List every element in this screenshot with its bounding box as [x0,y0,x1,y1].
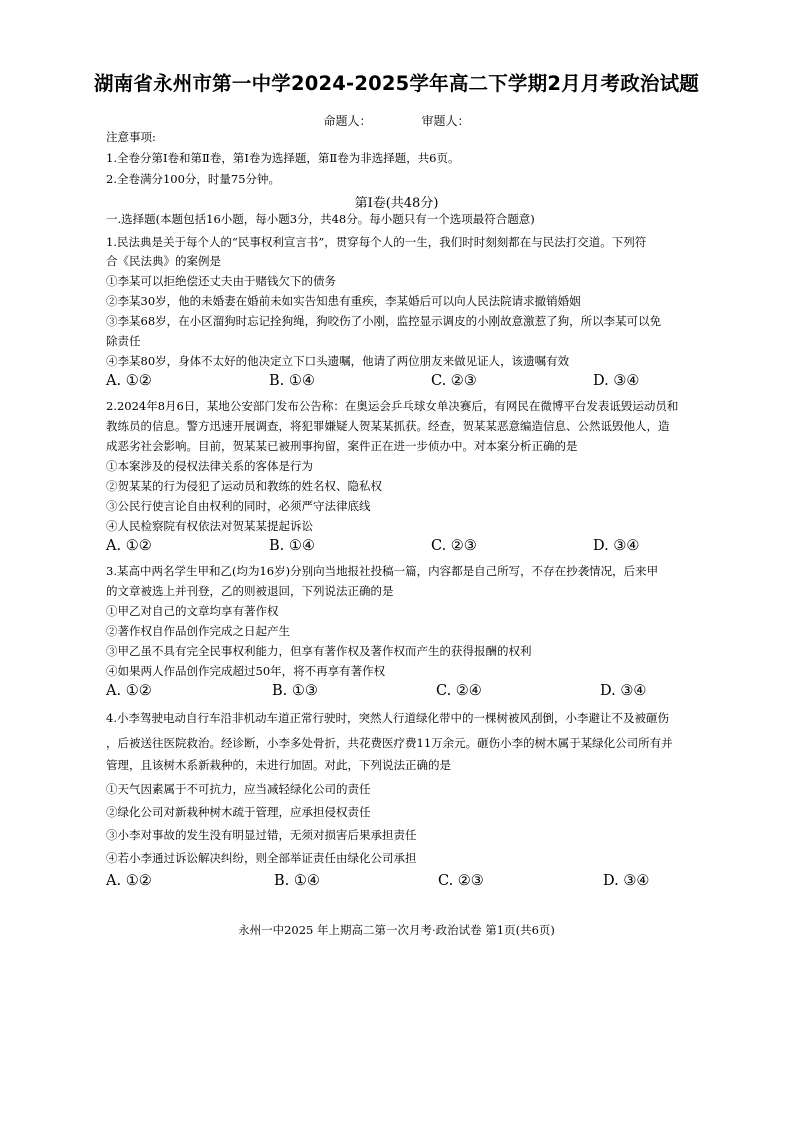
option-b[interactable]: B. ①③ [272,683,318,699]
option-c[interactable]: C. ②④ [436,683,482,699]
question-stem: 管理，且该树木系新栽种的，未进行加固。对此，下列说法正确的是 [106,758,451,772]
statement: ③李某68岁，在小区溜狗时忘记拴狗绳，狗咬伤了小刚，监控显示调皮的小刚故意激惹了狗，所以李某可以免 [106,314,662,328]
question-stem: 合《民法典》的案例是 [106,254,221,268]
notice-item: 2.全卷满分100分，时量75分钟。 [106,172,281,186]
question-stem: ，后被送往医院救治。经诊断，小李多处骨折，共花费医疗费11万余元。砸伤小李的树木属于某绿化公司所有并 [106,736,673,750]
setter-label: 命题人： [323,114,372,128]
options-row [106,873,706,893]
option-d[interactable]: D. ③④ [593,373,640,389]
statement: ①李某可以拒绝偿还丈夫由于赌钱欠下的债务 [106,274,336,288]
option-a[interactable]: A. ①② [106,683,152,699]
notice-item: 1.全卷分第Ⅰ卷和第Ⅱ卷，第Ⅰ卷为选择题，第Ⅱ卷为非选择题，共6页。 [106,151,460,165]
question-stem: 1.民法典是关于每个人的“民事权利宣言书”，贯穿每个人的一生，我们时时刻刻都在与民法打交道。下列符 [106,235,647,249]
option-d[interactable]: D. ③④ [603,873,650,889]
statement: ①甲乙对自己的文章均享有著作权 [106,604,279,618]
statement: 除责任 [106,334,141,348]
question-stem: 教练员的信息。警方迅速开展调查，将犯罪嫌疑人贺某某抓获。经查，贺某某恶意编造信息、公然诋毁他人，造 [106,419,670,433]
option-a[interactable]: A. ①② [106,873,152,889]
option-d[interactable]: D. ③④ [593,538,640,554]
option-b[interactable]: B. ①④ [269,373,315,389]
section-title: 第Ⅰ卷(共48分) [354,196,439,211]
question-stem: 成恶劣社会影响。目前，贺某某已被刑事拘留，案件正在进一步侦办中。对本案分析正确的是 [106,439,578,453]
statement: ③甲乙虽不具有完全民事权利能力，但享有著作权及著作权而产生的获得报酬的权利 [106,644,532,658]
option-c[interactable]: C. ②③ [438,873,484,889]
statement: ④若小李通过诉讼解决纠纷，则全部举证责任由绿化公司承担 [106,851,417,865]
option-b[interactable]: B. ①④ [269,538,315,554]
statement: ④人民检察院有权依法对贺某某提起诉讼 [106,519,313,533]
question-stem: 2.2024年8月6日，某地公安部门发布公告称：在奥运会乒乓球女单决赛后，有网民在微博平台发表诋毁运动员和 [106,399,679,413]
instructions: 一.选择题(本题包括16小题，每小题3分，共48分。每小题只有一个选项最符合题意) [106,212,535,226]
author-line [0,112,793,129]
options-row [106,683,706,703]
question-stem: 3.某高中两名学生甲和乙(均为16岁)分别向当地报社投稿一篇，内容都是自己所写，不存在抄袭情况，后来甲 [106,564,659,578]
option-a[interactable]: A. ①② [106,373,152,389]
statement: ②著作权自作品创作完成之日起产生 [106,624,290,638]
option-b[interactable]: B. ①④ [274,873,320,889]
statement: ①天气因素属于不可抗力，应当减轻绿化公司的责任 [106,782,371,796]
page-footer: 永州一中2025 年上期高二第一次月考·政治试卷 第1页(共6页) [238,923,555,937]
option-a[interactable]: A. ①② [106,538,152,554]
options-row [106,538,706,558]
page-title: 湖南省永州市第一中学2024-2025学年高二下学期2月月考政治试题 [93,72,699,95]
question-stem: 的文章被选上并刊登，乙的则被退回，下列说法正确的是 [106,584,394,598]
options-row [106,373,706,393]
statement: ③公民行使言论自由权利的同时，必须严守法律底线 [106,499,371,513]
statement: ②绿化公司对新栽种树木疏于管理，应承担侵权责任 [106,805,371,819]
reviewer-label: 审题人： [421,114,470,128]
statement: ②贺某某的行为侵犯了运动员和教练的姓名权、隐私权 [106,479,382,493]
statement: ④李某80岁，身体不太好的他决定立下口头遗嘱，他请了两位朋友来做见证人，该遗嘱有效 [106,354,570,368]
statement: ③小李对事故的发生没有明显过错，无须对损害后果承担责任 [106,828,417,842]
option-c[interactable]: C. ②③ [431,538,477,554]
option-c[interactable]: C. ②③ [431,373,477,389]
question-stem: 4.小李驾驶电动自行车沿非机动车道正常行驶时，突然人行道绿化带中的一棵树被风刮倒，小李避让不及被砸伤 [106,711,669,725]
statement: ①本案涉及的侵权法律关系的客体是行为 [106,459,313,473]
option-d[interactable]: D. ③④ [600,683,647,699]
statement: ②李某30岁，他的未婚妻在婚前未如实告知患有重疾，李某婚后可以向人民法院请求撤销婚姻 [106,294,581,308]
notice-heading: 注意事项: [106,130,156,144]
statement: ④如果两人作品创作完成超过50年，将不再享有著作权 [106,664,386,678]
